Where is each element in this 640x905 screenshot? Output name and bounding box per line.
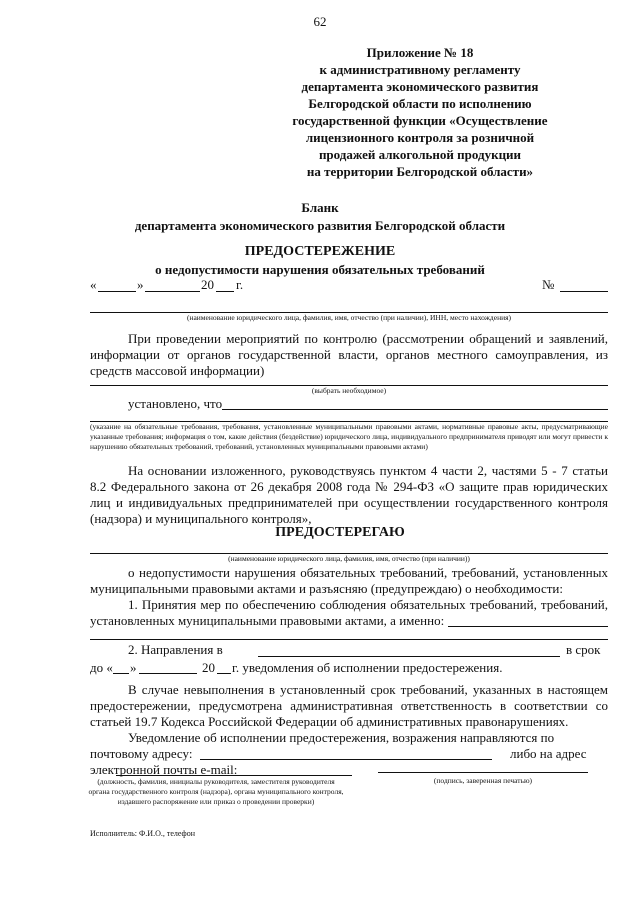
paragraph-warning: о недопустимости нарушения обязательных требований, требований, установленных муниципальными правовыми актами и разъясняю (предупреждаю) о необходимости:	[90, 565, 608, 596]
item1-line2[interactable]	[90, 639, 608, 640]
date-close: »	[137, 277, 144, 292]
caption-select: (выбрать необходимое)	[311, 386, 387, 395]
item2-month-line[interactable]	[139, 673, 197, 674]
paragraph-basis: На основании изложенного, руководствуясь пунктом 4 части 2, частями 5 - 7 статьи 8.2 Федерального закона от 26 декабря 2008 года № 294-ФЗ «О защите прав юридических лиц и индивидуальных предпринимателей при осуществлении государственного контроля (надзора) и муниципального контроля»,	[90, 463, 608, 526]
item-2-deadline: в срок	[566, 642, 601, 657]
number-sign: №	[542, 277, 555, 292]
date-g: г.	[236, 277, 244, 292]
appendix-line: лицензионного контроля за розничной	[305, 130, 535, 145]
date-year: 20	[201, 277, 214, 292]
number-line[interactable]	[560, 291, 608, 292]
date-day-line[interactable]	[98, 291, 136, 292]
appendix-line: департамента экономического развития	[301, 79, 539, 94]
item1-line[interactable]	[448, 626, 608, 627]
appendix-line: Белгородской области по исполнению	[308, 96, 532, 111]
caption-signature: (подпись, заверенная печатью)	[433, 776, 533, 785]
notice-line: Уведомление об исполнении предостережения, возражения направляются по	[128, 730, 555, 745]
established-line[interactable]	[222, 409, 608, 410]
appendix-line: Приложение № 18	[366, 45, 474, 60]
item-1: 1. Принятия мер по обеспечению соблюдения обязательных требований, требований, установленных муниципальными правовыми актами, а именно:	[90, 597, 608, 628]
page-number: 62	[313, 14, 327, 29]
document-title: ПРЕДОСТЕРЕЖЕНИЕ	[244, 244, 396, 259]
postal-address-line[interactable]	[200, 759, 492, 760]
executor: Исполнитель: Ф.И.О., телефон	[90, 829, 195, 838]
paragraph-liability: В случае невыполнения в установленный срок требований, указанных в настоящем предостережении, предусмотрена административная ответственность в соответствии со статьей 19.7 Кодекса Российской Федерации об административных правонарушениях.	[90, 682, 608, 729]
official-line[interactable]	[116, 775, 234, 776]
warning-title: ПРЕДОСТЕРЕГАЮ	[275, 525, 405, 540]
signature-line[interactable]	[378, 772, 588, 773]
appendix-line: государственной функции «Осуществление	[292, 113, 548, 128]
blank-subtitle: департамента экономического развития Белгородской области	[134, 218, 506, 233]
caption-entity: (наименование юридического лица, фамилия, имя, отчество (при наличии), ИНН, место нахождения)	[186, 313, 512, 322]
caption-official: (должность, фамилия, инициалы руководителя, заместителя руководителя органа государственного контроля (надзора), органа муниципального контроля, издавшего распоряжение или приказ о проведении проверки)	[88, 777, 344, 806]
item-2-end: г. уведомления об исполнении предостережения.	[232, 660, 503, 675]
caption-requirements: (указание на обязательные требования, требования, установленные муниципальными правовыми актами, нормативные правовые акты, предусматривающие указанные требования; информация о том, какие действия (бездействие) юридического лица, индивидуального предпринимателя приводят или могут привести к нарушению обязательных требований, требований, установленных муниципальными правовыми актами)	[90, 422, 608, 451]
item-2-start: 2. Направления в	[128, 642, 223, 657]
notice-or: либо на адрес	[510, 746, 587, 761]
date-open: «	[90, 277, 97, 292]
item2-recipient-line[interactable]	[258, 656, 560, 657]
item-2-year: 20	[202, 660, 215, 675]
caption-entity2: (наименование юридического лица, фамилия, имя, отчество (при наличии))	[228, 554, 470, 563]
appendix-line: к административному регламенту	[319, 62, 521, 77]
item2-day-line[interactable]	[113, 673, 129, 674]
item2-year-line[interactable]	[217, 673, 231, 674]
email-line[interactable]	[232, 775, 352, 776]
date-year-line[interactable]	[216, 291, 234, 292]
item-2-date-close: »	[130, 660, 137, 675]
appendix-line: продажей алкогольной продукции	[318, 147, 522, 162]
established-label: установлено, что	[128, 396, 223, 411]
notice-postal-label: почтовому адресу:	[90, 746, 193, 761]
appendix-line: на территории Белгородской области»	[306, 164, 534, 179]
paragraph-control: При проведении мероприятий по контролю (рассмотрении обращений и заявлений, информации от органов государственной власти, органов местного самоуправления, из средств массовой информации)	[90, 331, 608, 378]
date-month-line[interactable]	[145, 291, 200, 292]
notice-email-label: электронной почты e-mail:	[90, 762, 238, 777]
blank-title: Бланк	[301, 200, 339, 215]
document-subtitle: о недопустимости нарушения обязательных требований	[155, 262, 485, 277]
item-2-date-open: до «	[90, 660, 113, 675]
appendix-header	[270, 44, 570, 180]
